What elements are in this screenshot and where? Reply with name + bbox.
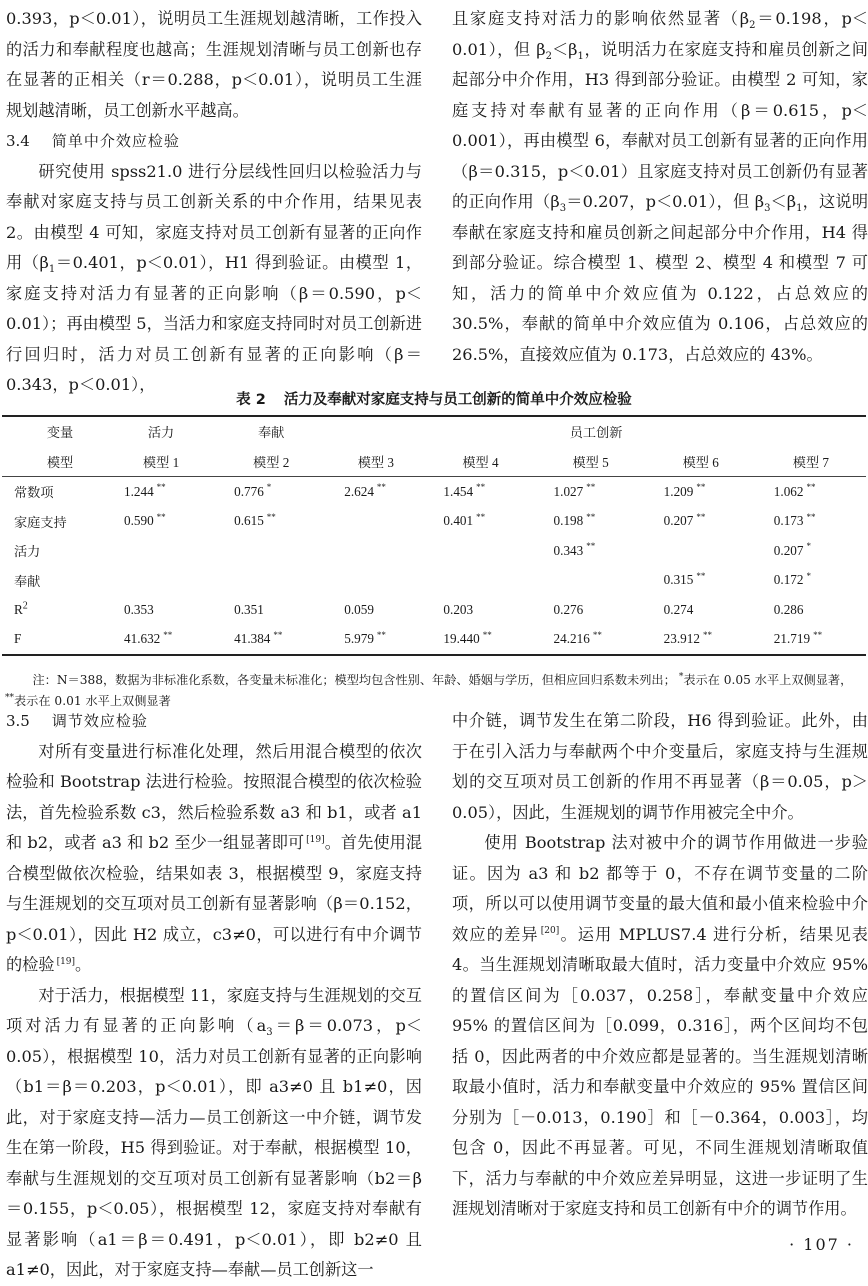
paragraph-bootstrap <box>452 828 868 1225</box>
subscript: 3 <box>266 1027 273 1039</box>
row-label-text: 奉献 <box>14 573 41 589</box>
text-run: ，这说明奉献在家庭支持和雇员创新之间起部分中介作用，H4 得到部分验证。综合模型 1、模型 2、模型 4 和模型 7 可知，活力的简单中介效应值为 0.122，占总效应的 30.5%，奉献的简单中介效应值为 0.106，占总效应的 26.5%，直接效应值为 0.173，占总效应的 43%。 <box>452 192 868 364</box>
table-cell <box>756 477 866 507</box>
cell-value: 23.912 <box>663 631 700 647</box>
significance-marker: ** <box>266 511 276 522</box>
cell-value: 0.590 <box>124 513 154 529</box>
text-run: ＝0.198，p＜0.01），但 β <box>452 9 868 59</box>
paragraph-simple-mediation <box>6 157 422 401</box>
table-cell <box>326 595 425 625</box>
table-cell <box>216 625 326 656</box>
row-label <box>2 536 106 566</box>
table-row <box>2 477 866 507</box>
table-cell <box>106 507 216 537</box>
subscript: 2 <box>749 20 756 32</box>
header-cell: 模型 7 <box>756 447 866 477</box>
text-run: 使用 Bootstrap 法对被中介的调节作用做进一步验证。因为 a3 和 b2 都等于 0，不存在调节变量的二阶项，所以可以使用调节变量的最大值和最小值来检验中介效应的差异 <box>452 833 868 944</box>
table-cell <box>326 625 425 656</box>
table-cell <box>106 566 216 596</box>
cell-value: 0.276 <box>553 601 584 617</box>
text-run: 对于活力，根据模型 11，家庭支持与生涯规划的交互项对活力有显著的正向影响（a <box>6 985 422 1035</box>
cell-value: 0.173 <box>773 513 804 529</box>
table-cell <box>216 477 326 507</box>
citation[interactable]: [19] <box>56 956 76 967</box>
cell-value: 41.632 <box>124 631 161 647</box>
table-cell <box>646 625 756 656</box>
table-2-mediation <box>2 415 866 656</box>
text-run: 研究使用 spss21.0 进行分层线性回归以检验活力与奉献对家庭支持与员工创新关系的中介作用，结果见表 2。由模型 4 可知，家庭支持对员工创新有显著的正向作用（β <box>6 161 422 272</box>
table-row <box>2 536 866 566</box>
cell-value: 0.198 <box>553 513 584 529</box>
significance-marker: * <box>806 541 811 552</box>
table-cell <box>425 536 535 566</box>
citation[interactable]: [19] <box>306 834 325 845</box>
header-cell: 模型 4 <box>425 447 535 477</box>
table-row <box>2 566 866 596</box>
cell-value: 41.384 <box>234 631 271 647</box>
cell-value: 0.059 <box>344 601 374 617</box>
text-run: ＝β＝0.073，p＜0.05），根据模型 10，活力对员工创新有显著的正向影响（b1＝β＝0.203，p＜0.01），即 a3≠0 且 b1≠0，因此，对于家庭支持—活力—员工创新这一中介链，调节发生在第一阶段，H5 得到验证。对于奉献，根据模型 10，奉献与生涯规划的交互项对员工创新有显著影响（b2＝β＝0.155，p＜0.05），根据模型 12，家庭支持对奉献有显著影响（a1＝β＝0.491，p＜0.01），即 b2≠0 且 a1≠0，因此，对于家庭支持—奉献—员工创新这一 <box>6 1016 422 1279</box>
header-cell: 活力 <box>106 416 216 447</box>
significance-marker: * <box>678 671 684 682</box>
row-label-text: F <box>14 631 22 647</box>
significance-marker: ** <box>806 482 816 493</box>
significance-marker: ** <box>273 629 283 640</box>
table-header-row-1 <box>2 416 866 447</box>
table-cell <box>756 536 866 566</box>
significance-marker: ** <box>476 511 486 522</box>
text-run: 且家庭支持对活力的影响依然显著（β <box>452 9 750 28</box>
text-run: ＝0.207，p＜0.01），但 β <box>566 192 765 211</box>
table-cell <box>326 566 425 596</box>
table-cell <box>425 625 535 656</box>
cell-value: 0.343 <box>553 542 584 558</box>
table-cell <box>646 595 756 625</box>
paragraph-moderation-method <box>6 737 422 981</box>
table-cell <box>646 536 756 566</box>
paragraph-vigor-dedication <box>6 981 422 1286</box>
significance-marker: ** <box>482 629 492 640</box>
significance-marker: ** <box>376 482 386 493</box>
cell-value: 24.216 <box>553 631 590 647</box>
text-run: 。首先使用混合模型做依次检验，结果如表 3，根据模型 9，家庭支持与生涯规划的交互项对员工创新有显著影响（β＝0.152，p＜0.01），因此 H2 成立，c3≠0，可以进行有中介调节的检验 <box>6 833 423 974</box>
row-label <box>2 507 106 537</box>
paragraph-mediation-results <box>452 4 868 370</box>
subscript: 3 <box>764 203 771 215</box>
table-cell <box>425 507 535 537</box>
paragraph-correlation-continued: 0.393，p＜0.01），说明员工生涯规划越清晰，工作投入的活力和奉献程度也越高；生涯规划清晰与员工创新也存在显著的正相关（r＝0.288，p＜0.01），说明员工生涯规划越清晰，员工创新水平越高。 <box>6 9 422 120</box>
text-run: ＝0.401，p＜0.01），H1 得到验证。由模型 1，家庭支持对活力有显著的正向影响（β＝0.590，p＜0.01）；再由模型 5，当活力和家庭支持同时对员工创新进行回归时，活力对员工创新有显著的正向影响（β＝0.343，p＜0.01）， <box>6 253 423 394</box>
cell-value: 1.244 <box>124 483 154 499</box>
table-cell <box>536 477 646 507</box>
section-heading-3-5 <box>6 706 422 737</box>
cell-value: 0.776 <box>234 483 264 499</box>
significance-marker: ** <box>163 629 173 640</box>
table-cell <box>756 595 866 625</box>
row-label-text: 家庭支持 <box>14 514 67 530</box>
table-cell <box>425 477 535 507</box>
cell-value: 0.315 <box>663 572 694 588</box>
table-cell <box>646 477 756 507</box>
table-body <box>2 477 866 656</box>
text-run: ＜β <box>552 39 578 59</box>
cell-value: 0.351 <box>234 601 264 617</box>
subscript: 1 <box>577 50 584 62</box>
text-run: 。运用 MPLUS7.4 进行分析，结果见表 4。当生涯规划清晰取最大值时，活力变量中介效应 95% 的置信区间为［0.037，0.258］，奉献变量中介效应 95% 的置信区间为［0.099，0.316］，两个区间均不包括 0，因此两者的中介效应都是显著的。当生涯规划清晰取最小值时，活力和奉献变量中介效应的 95% 置信区间分别为［－0.013，0.190］和［－0.364，0.003］，均包含 0，因此不再显著。可见，不同生涯规划清晰取值下，活力与奉献的中介效应差异明显，这进一步证明了生涯规划清晰对于家庭支持和员工创新有中介的调节作用。 <box>452 924 868 1218</box>
table-cell <box>536 536 646 566</box>
cell-value: 0.203 <box>443 601 474 617</box>
table-cell <box>756 625 866 656</box>
row-label <box>2 625 106 656</box>
cell-value: 0.207 <box>773 542 804 558</box>
table-cell <box>216 507 326 537</box>
right-column-bottom <box>452 706 868 1225</box>
table-cell <box>216 536 326 566</box>
section-title: 调节效应检验 <box>51 712 148 730</box>
significance-marker: * <box>266 482 272 493</box>
text-run: 表示在 0.01 水平上双侧显著 <box>14 694 171 708</box>
text-run: 表示在 0.05 水平上双侧显著， <box>683 673 853 687</box>
header-cell: 模型 <box>2 447 106 477</box>
cell-value: 0.353 <box>124 601 154 617</box>
table-cell <box>106 595 216 625</box>
header-cell: 员工创新 <box>326 416 866 447</box>
header-cell: 模型 1 <box>106 447 216 477</box>
significance-marker: ** <box>156 482 166 493</box>
row-label-text: 活力 <box>14 544 41 560</box>
table-cell <box>756 566 866 596</box>
table-header-row-2 <box>2 447 866 477</box>
table-cell <box>106 625 216 656</box>
significance-marker: ** <box>696 570 706 581</box>
table-cell <box>536 507 646 537</box>
table-cell <box>425 566 535 596</box>
table-cell <box>326 477 425 507</box>
cell-value: 2.624 <box>344 483 374 499</box>
significance-marker: ** <box>813 629 823 640</box>
table-cell <box>536 625 646 656</box>
row-label <box>2 566 106 596</box>
cell-value: 1.062 <box>773 483 804 499</box>
table-cell <box>106 536 216 566</box>
row-label <box>2 477 106 507</box>
header-cell: 变量 <box>2 416 106 447</box>
cell-value: 19.440 <box>443 631 480 647</box>
cell-value: 21.719 <box>773 631 811 647</box>
significance-marker: ** <box>696 482 706 493</box>
row-label <box>2 595 106 625</box>
table-cell <box>326 536 425 566</box>
section-title: 简单中介效应检验 <box>51 132 180 150</box>
significance-marker: ** <box>586 482 596 493</box>
table-cell <box>106 477 216 507</box>
header-cell: 模型 3 <box>326 447 425 477</box>
significance-marker: ** <box>376 629 386 640</box>
cell-value: 0.274 <box>663 601 694 617</box>
paragraph-mediation-chain: 中介链，调节发生在第二阶段，H6 得到验证。此外，由于在引入活力与奉献两个中介变量后，家庭支持与生涯规划的交互项对员工创新的作用不再显著（β＝0.05，p＞0.05），因此，生涯规划的调节作用被完全中介。 <box>452 711 868 822</box>
significance-marker: ** <box>5 692 14 703</box>
table-cell <box>756 507 866 537</box>
section-number: 3.4 <box>6 132 30 150</box>
cell-value: 5.979 <box>344 631 374 647</box>
text-run: 注：N＝388，数据为非标准化系数，各变量未标准化；模型均包含性别、年龄、婚姻与学历，但相应回归系数未列出； <box>32 673 676 687</box>
header-cell: 模型 5 <box>536 447 646 477</box>
table-cell <box>216 595 326 625</box>
text-run: ，说明活力在家庭支持和雇员创新之间起部分中介作用，H3 得到部分验证。由模型 2 可知，家庭支持对奉献有显著的正向作用（β＝0.615，p＜0.001），再由模型 6，奉献对员工创新有显著的正向作用（β＝0.315，p＜0.01）且家庭支持对员工创新仍有显著的正向作用（β <box>452 39 868 211</box>
subscript: 3 <box>559 203 567 215</box>
subscript: 1 <box>796 203 803 215</box>
significance-marker: ** <box>156 511 166 522</box>
table-cell <box>326 507 425 537</box>
table-title: 活力及奉献对家庭支持与员工创新的简单中介效应检验 <box>283 392 632 408</box>
cell-value: 1.454 <box>443 483 474 499</box>
cell-value: 0.615 <box>234 513 264 529</box>
cell-value: 0.286 <box>773 601 804 617</box>
significance-marker: ** <box>476 482 486 493</box>
significance-marker: ** <box>586 511 596 522</box>
text-run: 。 <box>75 955 92 974</box>
table-caption <box>0 388 868 409</box>
header-cell: 奉献 <box>216 416 326 447</box>
right-column-top <box>452 4 868 370</box>
text-run: ＜β <box>770 192 797 211</box>
cell-value: 1.027 <box>553 483 584 499</box>
table-number: 表 2 <box>236 392 266 408</box>
left-column-bottom <box>6 706 422 1286</box>
section-heading-3-4 <box>6 126 422 157</box>
table-row <box>2 507 866 537</box>
significance-marker: ** <box>806 511 816 522</box>
significance-marker: ** <box>592 629 602 640</box>
section-number: 3.5 <box>6 712 30 730</box>
table-cell <box>216 566 326 596</box>
cell-value: 0.207 <box>663 513 694 529</box>
significance-marker: ** <box>586 541 596 552</box>
subscript: 2 <box>545 50 552 62</box>
left-column-top <box>6 4 422 401</box>
table-cell <box>646 566 756 596</box>
significance-marker: ** <box>696 511 706 522</box>
superscript: 2 <box>22 600 28 612</box>
text-run: 对所有变量进行标准化处理，然后用混合模型的依次检验和 Bootstrap 法进行检验。按照混合模型的依次检验法，首先检验系数 c3，然后检验系数 a3 和 b1，或者 a1 和 b2，或者 a3 和 b2 至少一组显著即可 <box>6 741 422 852</box>
page-number: · 107 · <box>789 1235 854 1254</box>
table-cell <box>646 507 756 537</box>
citation[interactable]: [20] <box>540 926 560 937</box>
significance-marker: * <box>806 570 811 581</box>
significance-marker: ** <box>702 629 712 640</box>
header-cell: 模型 6 <box>646 447 756 477</box>
table-cell <box>536 566 646 596</box>
cell-value: 1.209 <box>663 483 694 499</box>
cell-value: 0.172 <box>773 572 804 588</box>
cell-value: 0.401 <box>443 513 474 529</box>
row-label-text: 常数项 <box>14 485 54 501</box>
row-label-text: R <box>14 601 23 617</box>
table-row <box>2 595 866 625</box>
header-cell: 模型 2 <box>216 447 326 477</box>
subscript: 1 <box>48 264 56 276</box>
table-cell <box>425 595 535 625</box>
table-cell <box>536 595 646 625</box>
table-row <box>2 625 866 656</box>
